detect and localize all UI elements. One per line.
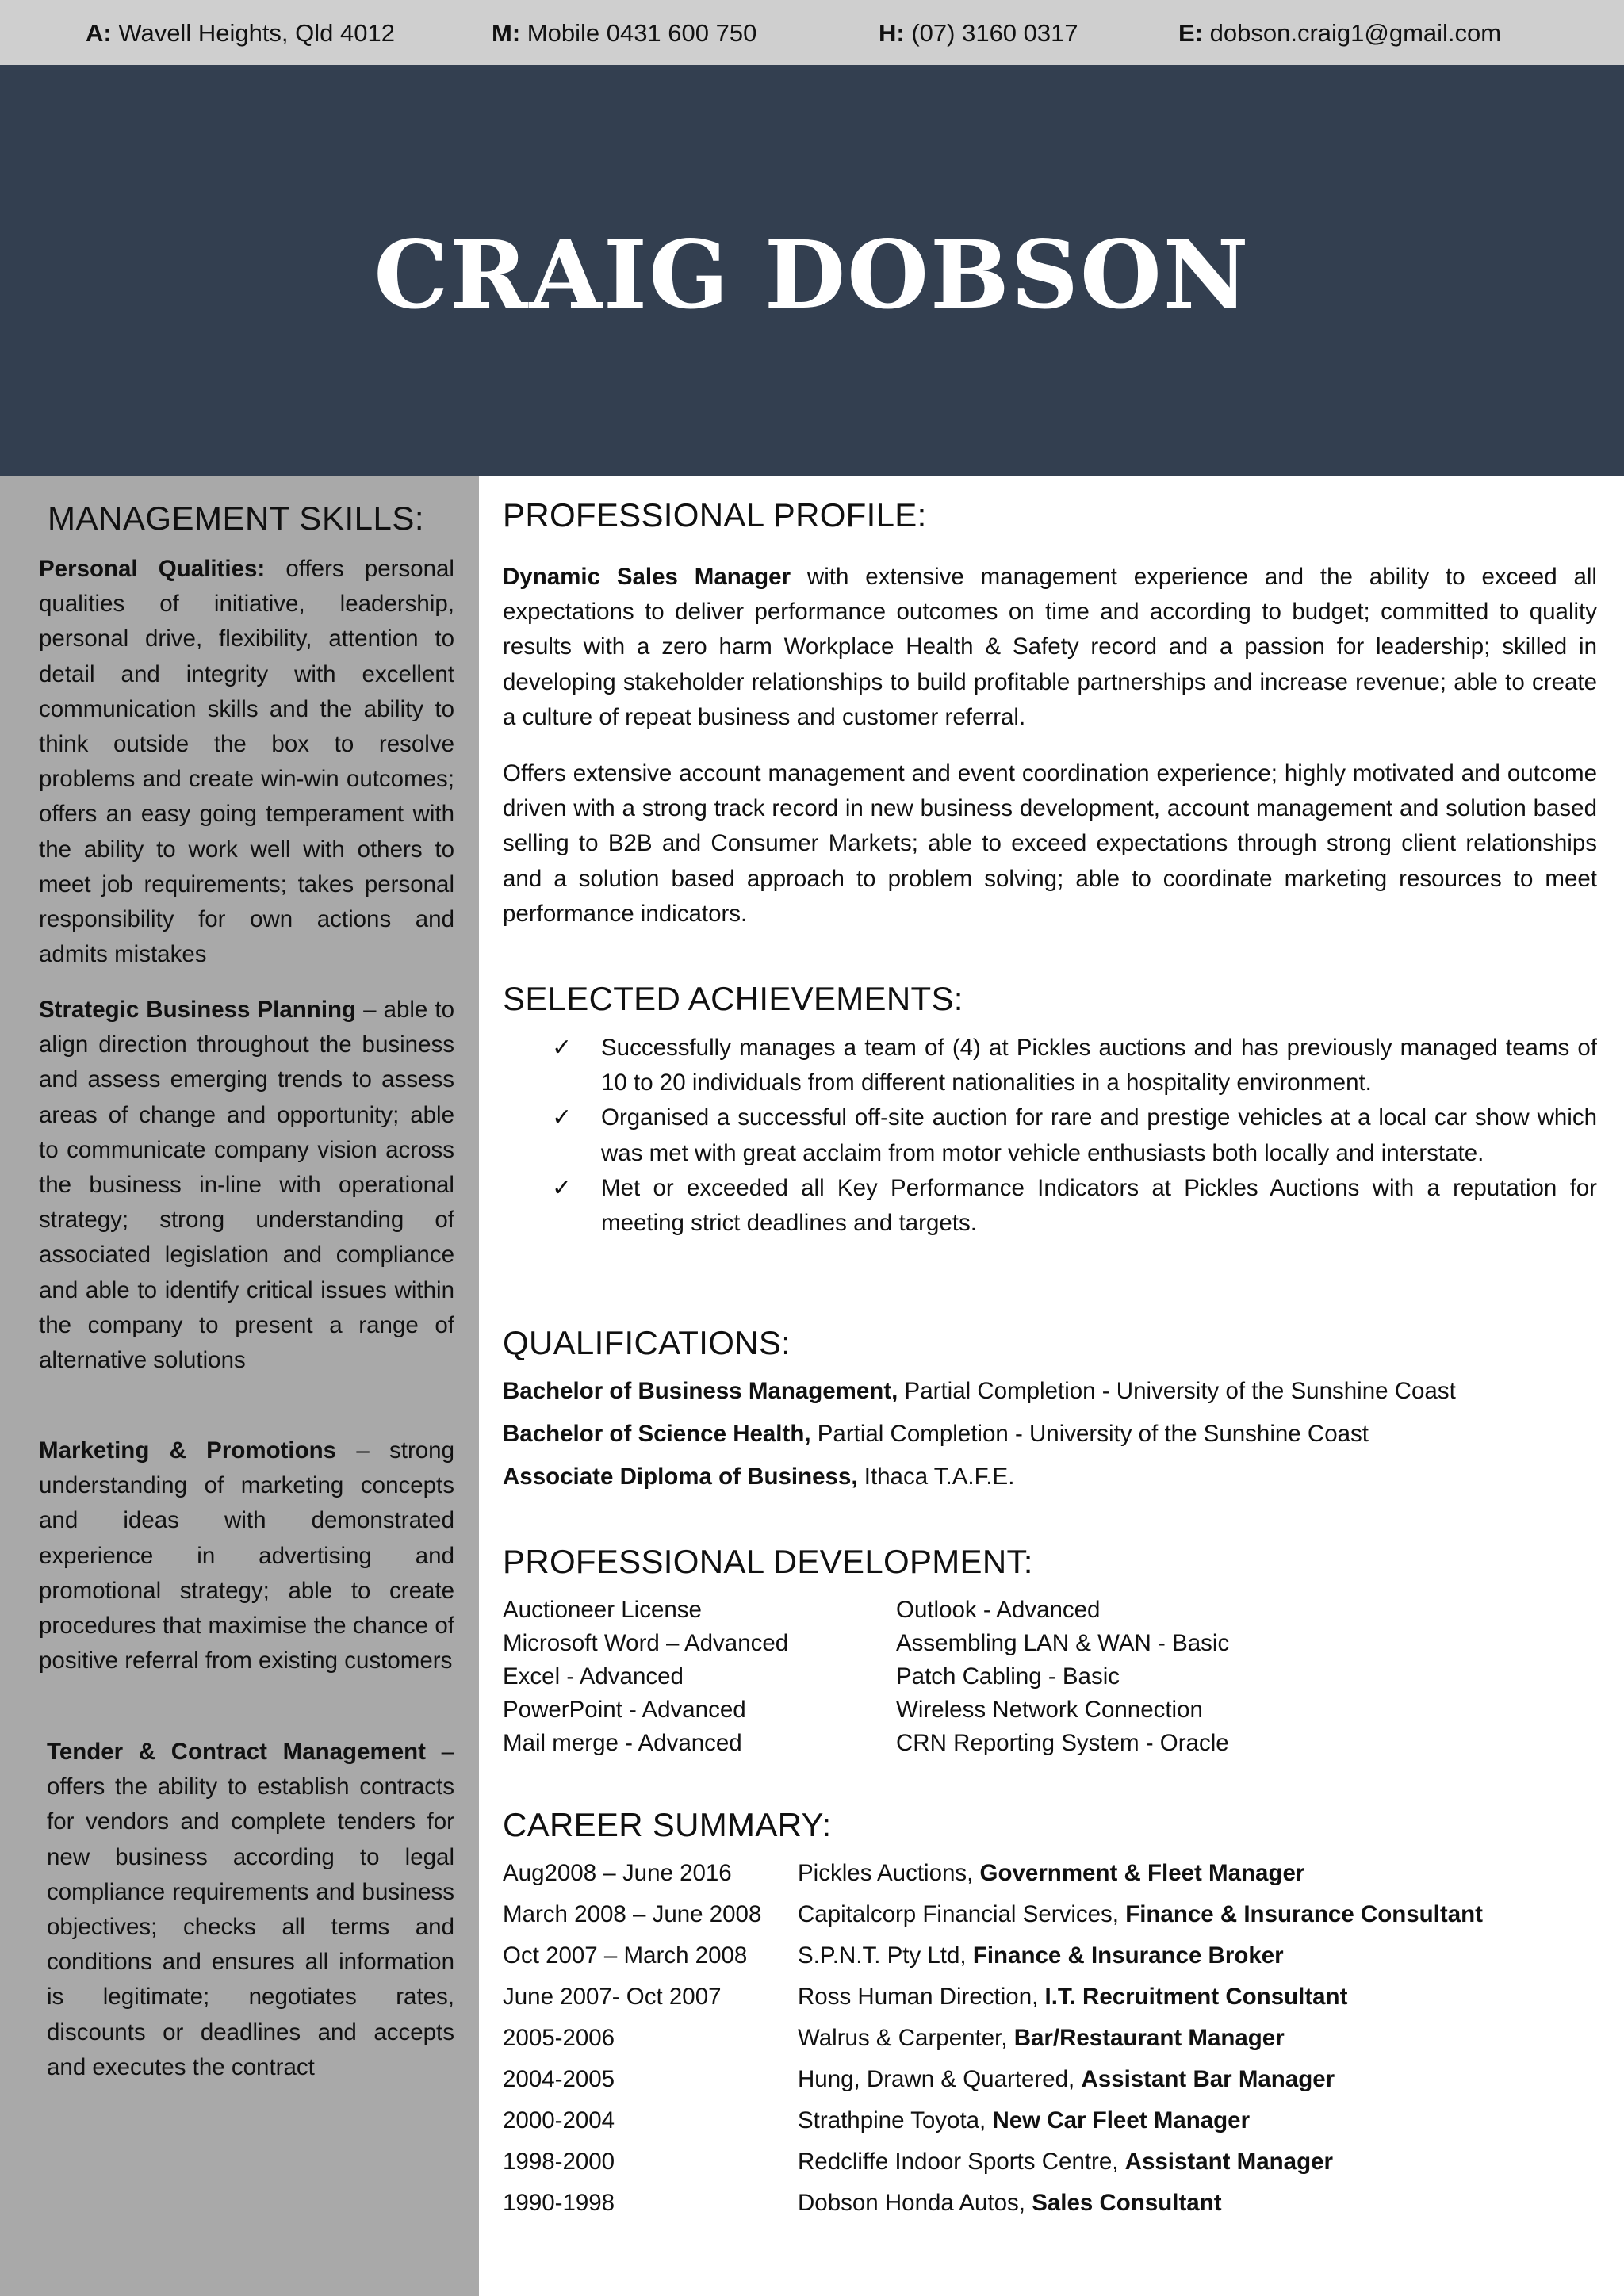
qualification-item (503, 1464, 1014, 1490)
profile-highlight: Dynamic Sales Manager (503, 564, 791, 590)
skill-text: – able to align direction throughout the business and assess emerging trends to assess areas of change and opportunity; able to communicate company vision across the business in-line with operational strategy; strong understanding of associated legislation and compliance and able to identify critical issues within the company to present a range of alternative solutions (39, 997, 454, 1374)
career-date: Oct 2007 – March 2008 (503, 1942, 748, 1969)
qualification-degree: Bachelor of Business Management, (503, 1378, 898, 1404)
development-list-right (896, 1594, 1229, 1760)
skill-heading: Strategic Business Planning (39, 997, 357, 1023)
career-date: Aug2008 – June 2016 (503, 1860, 732, 1886)
name-banner (0, 65, 1624, 476)
career-company: Strathpine Toyota, (798, 2107, 993, 2133)
career-position (798, 1984, 1347, 2011)
qualification-detail: Partial Completion - University of the Sunshine Coast (898, 1378, 1456, 1404)
list-item: Patch Cabling - Basic (896, 1663, 1120, 1689)
profile-paragraph-2: Offers extensive account management and event coordination experience; highly motivated and outcome driven with a strong track record in new business development, account management and solution based selling to B2B and Consumer Markets; able to exceed expectations through strong client relationships and a solution based approach to problem solving; able to coordinate marketing resources to meet performance indicators. (503, 760, 1597, 927)
list-item: Mail merge - Advanced (503, 1730, 742, 1756)
career-position (798, 2190, 1222, 2217)
profile-text: with extensive management experience and the ability to exceed all expectations to deliver performance outcomes on time and according to budget; committed to quality results with a zero harm Workplace Health & Safety record and a passion for leadership; skilled in developing stakeholder relationships to build profitable partnerships and increase revenue; able to create a culture of repeat business and customer referral. (503, 564, 1597, 730)
career-position (798, 2107, 1250, 2134)
career-date: 2005-2006 (503, 2025, 615, 2051)
career-role: Sales Consultant (1032, 2190, 1222, 2216)
achievement-text: Met or exceeded all Key Performance Indicators at Pickles Auctions with a reputation for meeting strict deadlines and targets. (601, 1174, 1597, 1237)
contact-mobile (492, 19, 756, 48)
qualification-degree: Associate Diploma of Business, (503, 1464, 858, 1490)
mobile-value: Mobile 0431 600 750 (527, 19, 757, 47)
career-date: 2000-2004 (503, 2107, 615, 2133)
list-item: Excel - Advanced (503, 1663, 684, 1689)
career-position (798, 1901, 1483, 1928)
career-role: Assistant Bar Manager (1081, 2066, 1335, 2092)
list-item: PowerPoint - Advanced (503, 1697, 746, 1723)
achievements-title: SELECTED ACHIEVEMENTS: (503, 980, 963, 1017)
skill-strategic-planning (39, 993, 454, 1378)
skill-text: – offers the ability to establish contracts for vendors and complete tenders for new business according to legal compliance requirements and business objectives; checks all terms and conditions and ensures all information is legitimate; negotiates rates, discounts or deadlines and accepts and executes the contract (47, 1739, 454, 2080)
home-label: H: (879, 19, 905, 47)
career-company: S.P.N.T. Pty Ltd, (798, 1942, 973, 1969)
achievement-text: Successfully manages a team of (4) at Pickles auctions and has previously managed teams of 10 to 20 individuals from different nationalities in a hospitality environment. (601, 1035, 1597, 1096)
management-skills-sidebar (0, 476, 479, 2296)
list-item (503, 1100, 1597, 1170)
career-position (798, 1860, 1304, 1887)
contact-address (86, 19, 395, 48)
skill-heading: Marketing & Promotions (39, 1437, 337, 1464)
achievement-text: Organised a successful off-site auction for rare and prestige vehicles at a local car show which was met with great acclaim from motor vehicle enthusiasts both locally and interstate. (601, 1104, 1597, 1166)
list-item (503, 1031, 1597, 1100)
career-company: Capitalcorp Financial Services, (798, 1901, 1126, 1927)
check-icon: ✓ (552, 1174, 573, 1201)
check-icon: ✓ (552, 1104, 573, 1131)
email-label: E: (1178, 19, 1203, 47)
career-role: Bar/Restaurant Manager (1013, 2025, 1285, 2051)
career-position (798, 2149, 1333, 2175)
contact-email[interactable] (1178, 19, 1501, 48)
list-item: Outlook - Advanced (896, 1597, 1101, 1623)
qualification-detail: Partial Completion - University of the Sunshine Coast (810, 1421, 1369, 1447)
career-company: Dobson Honda Autos, (798, 2190, 1032, 2216)
skill-text: offers personal qualities of initiative, leadership, personal drive, flexibility, attention to detail and integrity with excellent communication skills and the ability to think outside the box to resolve problems and create win-win outcomes; offers an easy going temperament with the ability to work well with others to meet job requirements; takes personal responsibility for own actions and admits mistakes (39, 556, 454, 968)
profile-paragraph-1 (503, 560, 1597, 735)
skill-text: – strong understanding of marketing concepts and ideas with demonstrated experience in advertising and promotional strategy; able to create procedures that maximise the chance of positive referral from existing customers (39, 1437, 454, 1674)
mobile-label: M: (492, 19, 521, 47)
qualification-degree: Bachelor of Science Health, (503, 1421, 811, 1447)
career-position (798, 2066, 1335, 2093)
list-item: CRN Reporting System - Oracle (896, 1730, 1229, 1756)
home-value: (07) 3160 0317 (911, 19, 1078, 47)
candidate-name: CRAIG DOBSON (373, 219, 1251, 330)
qualifications-title: QUALIFICATIONS: (503, 1324, 791, 1361)
career-role: Finance & Insurance Broker (972, 1942, 1284, 1969)
career-position (798, 1942, 1284, 1969)
career-date: 1990-1998 (503, 2190, 615, 2216)
list-item: Wireless Network Connection (896, 1697, 1203, 1723)
career-date: March 2008 – June 2008 (503, 1901, 762, 1927)
contact-bar (0, 0, 1624, 65)
address-value: Wavell Heights, Qld 4012 (118, 19, 395, 47)
check-icon: ✓ (552, 1035, 573, 1061)
list-item: Assembling LAN & WAN - Basic (896, 1630, 1230, 1656)
development-title: PROFESSIONAL DEVELOPMENT: (503, 1543, 1033, 1580)
career-company: Pickles Auctions, (798, 1860, 980, 1886)
qualification-detail: Ithaca T.A.F.E. (857, 1464, 1015, 1490)
qualification-item (503, 1378, 1456, 1405)
career-date: 2004-2005 (503, 2066, 615, 2092)
career-company: Redcliffe Indoor Sports Centre, (798, 2149, 1125, 2175)
career-role: Government & Fleet Manager (979, 1860, 1305, 1886)
list-item (503, 1171, 1597, 1241)
list-item: Auctioneer License (503, 1597, 702, 1623)
career-company: Walrus & Carpenter, (798, 2025, 1014, 2051)
career-title: CAREER SUMMARY: (503, 1806, 832, 1843)
skill-personal-qualities (39, 552, 454, 972)
skill-heading: Personal Qualities: (39, 556, 266, 582)
career-date: June 2007- Oct 2007 (503, 1984, 722, 2010)
email-link[interactable]: dobson.craig1@gmail.com (1209, 19, 1502, 47)
contact-home (879, 19, 1078, 48)
qualification-item (503, 1421, 1369, 1448)
career-role: Assistant Manager (1124, 2149, 1333, 2175)
career-position (798, 2025, 1285, 2052)
skill-heading: Tender & Contract Management (47, 1739, 426, 1765)
development-list-left (503, 1594, 788, 1760)
skill-tender-contract (47, 1735, 454, 2085)
career-role: Finance & Insurance Consultant (1125, 1901, 1483, 1927)
career-role: I.T. Recruitment Consultant (1044, 1984, 1348, 2010)
sidebar-title: MANAGEMENT SKILLS: (48, 499, 425, 537)
address-label: A: (86, 19, 112, 47)
skill-marketing-promotions (39, 1433, 454, 1678)
achievements-list (503, 1031, 1597, 1241)
list-item: Microsoft Word – Advanced (503, 1630, 789, 1656)
career-company: Hung, Drawn & Quartered, (798, 2066, 1082, 2092)
career-date: 1998-2000 (503, 2149, 615, 2175)
career-role: New Car Fleet Manager (992, 2107, 1251, 2133)
career-company: Ross Human Direction, (798, 1984, 1045, 2010)
profile-title: PROFESSIONAL PROFILE: (503, 496, 927, 534)
